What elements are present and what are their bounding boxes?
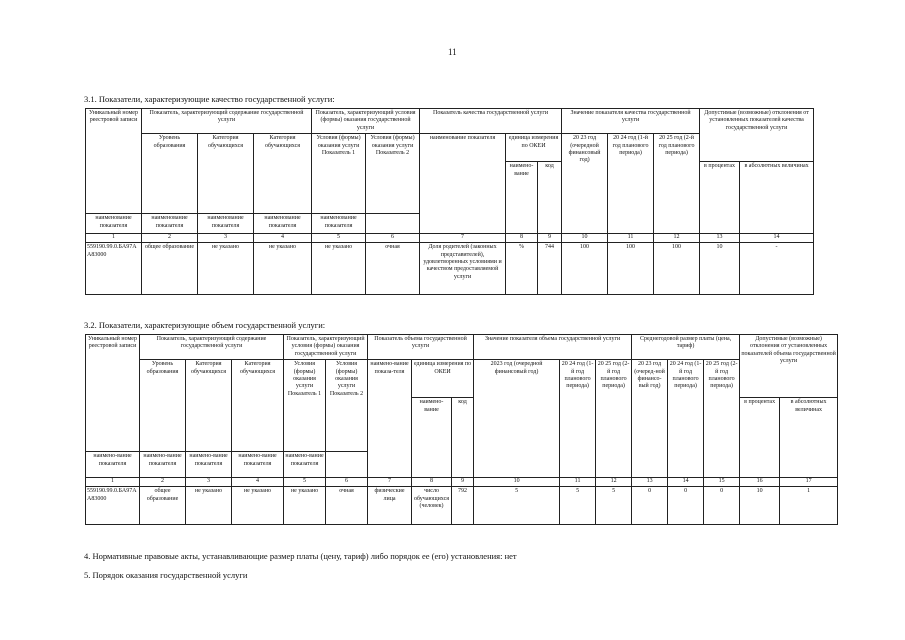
header-volume-values: Значение показателя объема государственной услуги [474,335,632,360]
cell-fee-3: 0 [704,487,740,525]
header-year-1: 20 23 год (очередной финансовый год) [562,134,608,234]
header-unit: единица измерения по ОКЕИ [506,134,562,162]
header-volume-year-1: 2023 год (очередной финансовый год) [474,360,560,478]
col-number: 4 [232,478,284,487]
col-number: 7 [368,478,412,487]
header-year-3: 20 25 год (2-й год планового периода) [654,134,700,234]
col-number: 13 [700,234,740,243]
sub-indicator-name: наимено-вание показателя [140,452,186,478]
sub-indicator-name: наименование показателя [142,214,198,234]
sub-indicator-name: наимено-вание показателя [232,452,284,478]
sub-indicator-name: наименование показателя [312,214,366,234]
col-number: 6 [366,234,420,243]
cell-absolute: 1 [780,487,838,525]
cell-level: общее образование [142,243,198,295]
header-conditions-indicator: Показатель, характеризующий условия (формы) оказания государственной услуги [284,335,368,360]
volume-table [85,334,838,525]
header-content-indicator: Показатель, характеризующий содержание государственной услуги [140,335,284,360]
cell-unit: число обучающихся (человек) [412,487,452,525]
cell-record-number: 559190.99.0.БА97АА83000 [86,243,142,295]
sub-indicator-name: наименование показателя [86,214,142,234]
quality-table [85,108,814,295]
sub-indicator-name: наимено-вание показателя [186,452,232,478]
header-quality-indicator: Показатель качества государственной услуги [420,109,562,134]
header-category: Категория обучающихся [198,134,254,214]
header-volume-indicator: Показатель объема государственной услуги [368,335,474,360]
header-conditions-indicator: Показатель, характеризующий условия (формы) оказания государственной услуги [312,109,420,134]
cell-fee-1: 0 [632,487,668,525]
header-percent: в процентах [700,162,740,234]
col-number: 17 [780,478,838,487]
column-numbers-row [86,234,814,243]
cell-category: не указано [198,243,254,295]
cell-condition-2: очная [366,243,420,295]
header-condition-1: Условия (формы) оказания услуги Показатель 1 [284,360,326,452]
col-number: 5 [312,234,366,243]
col-number: 9 [452,478,474,487]
cell-indicator: физические лица [368,487,412,525]
cell-value-2: 100 [608,243,654,295]
col-number: 6 [326,478,368,487]
col-number: 4 [254,234,312,243]
section-3-1-heading: 3.1. Показатели, характеризующие качество государственной услуги: [84,94,335,104]
col-number: 3 [198,234,254,243]
cell-level: общее образование [140,487,186,525]
sub-indicator-name: наименование показателя [254,214,312,234]
col-number: 8 [506,234,538,243]
col-number: 14 [668,478,704,487]
header-condition-1: Условия (формы) оказания услуги Показатель 1 [312,134,366,214]
col-number: 1 [86,478,140,487]
section-3-2-heading: 3.2. Показатели, характеризующие объем государственной услуги: [84,320,326,330]
section-5-text: 5. Порядок оказания государственной услуги [84,570,248,580]
header-category-2: Категория обучающихся [232,360,284,452]
sub-indicator-name: наименование показателя [198,214,254,234]
header-unit-code: код [538,162,562,234]
header-unit: единица измерения по ОКЕИ [412,360,474,398]
col-number: 2 [140,478,186,487]
col-number: 10 [474,478,560,487]
cell-unit: % [506,243,538,295]
cell-volume-2: 5 [560,487,596,525]
cell-percent: 10 [740,487,780,525]
col-number: 3 [186,478,232,487]
col-number: 10 [562,234,608,243]
page-number: 11 [448,47,457,57]
col-number: 1 [86,234,142,243]
header-deviation: Допустимые (возможные) отклонения от установленных показателей качества государственной услуги [700,109,814,162]
header-volume-year-2: 20 24 год (1-й год планового периода) [560,360,596,478]
cell-condition-1: не указано [312,243,366,295]
col-number: 5 [284,478,326,487]
header-deviation: Допустимые (возможные) отклонения от установленных показателей объема государственной услуги [740,335,838,398]
header-unique-number: Уникальный номер реестровой записи [86,109,142,214]
cell-volume-3: 5 [596,487,632,525]
header-condition-2: Условия (формы) оказания услуги Показатель 2 [326,360,368,452]
cell-absolute: - [740,243,814,295]
col-number: 7 [420,234,506,243]
column-numbers-row [86,478,838,487]
col-number: 13 [632,478,668,487]
cell-volume-1: 5 [474,487,560,525]
cell-value-1: 100 [562,243,608,295]
header-unit-code: код [452,398,474,478]
header-volume-year-3: 20 25 год (2-й год планового периода) [596,360,632,478]
sub-indicator-name: наимено-вание показателя [284,452,326,478]
header-category-2: Категория обучающихся [254,134,312,214]
header-condition-2: Условия (формы) оказания услуги Показатель 2 [366,134,420,214]
header-indicator-name: наимено-вание показа-теля [368,360,412,478]
header-unit-name: наимено-вание [506,162,538,234]
header-content-indicator: Показатель, характеризующий содержание государственной услуги [142,109,312,134]
header-absolute: в абсолютных величинах [740,162,814,234]
section-4-text: 4. Нормативные правовые акты, устанавливающие размер платы (цену, тариф) либо порядок ее (его) установления: нет [84,551,517,561]
col-number: 14 [740,234,814,243]
col-number: 16 [740,478,780,487]
header-category: Категория обучающихся [186,360,232,452]
cell-percent: 10 [700,243,740,295]
header-fee-year-3: 20 25 год (2-й год планового периода) [704,360,740,478]
cell-record-number: 559190.99.0.БА97АА83000 [86,487,140,525]
cell-fee-2: 0 [668,487,704,525]
sub-indicator-name: наимено-вание показателя [86,452,140,478]
table-row [86,243,814,295]
header-indicator-name: наименование показателя [420,134,506,234]
cell-condition-2: очная [326,487,368,525]
header-unit-name: наимено-вание [412,398,452,478]
cell-indicator: Доля родителей (законных представителей), удовлетворенных условиями и качеством предоставляемой услуги [420,243,506,295]
col-number: 11 [608,234,654,243]
cell-code: 744 [538,243,562,295]
col-number: 15 [704,478,740,487]
col-number: 12 [654,234,700,243]
header-level: Уровень образования [140,360,186,452]
col-number: 9 [538,234,562,243]
col-number: 11 [560,478,596,487]
header-level: Уровень образования [142,134,198,214]
col-number: 12 [596,478,632,487]
header-fee: Среднегодовой размер платы (цена, тариф) [632,335,740,360]
col-number: 8 [412,478,452,487]
header-percent: в процентах [740,398,780,478]
cell-category-2: не указано [232,487,284,525]
cell-category-2: не указано [254,243,312,295]
table-row [86,487,838,525]
header-fee-year-2: 20 24 год (1-й год планового периода) [668,360,704,478]
col-number: 2 [142,234,198,243]
header-fee-year-1: 20 23 год (очеред-ной финансо-вый год) [632,360,668,478]
header-year-2: 20 24 год (1-й год планового периода) [608,134,654,234]
cell-code: 792 [452,487,474,525]
cell-category: не указано [186,487,232,525]
header-quality-values: Значение показателя качества государственной услуги [562,109,700,134]
cell-condition-1: не указано [284,487,326,525]
header-unique-number: Уникальный номер реестровой записи [86,335,140,452]
cell-value-3: 100 [654,243,700,295]
header-absolute: в абсолютных величинах [780,398,838,478]
